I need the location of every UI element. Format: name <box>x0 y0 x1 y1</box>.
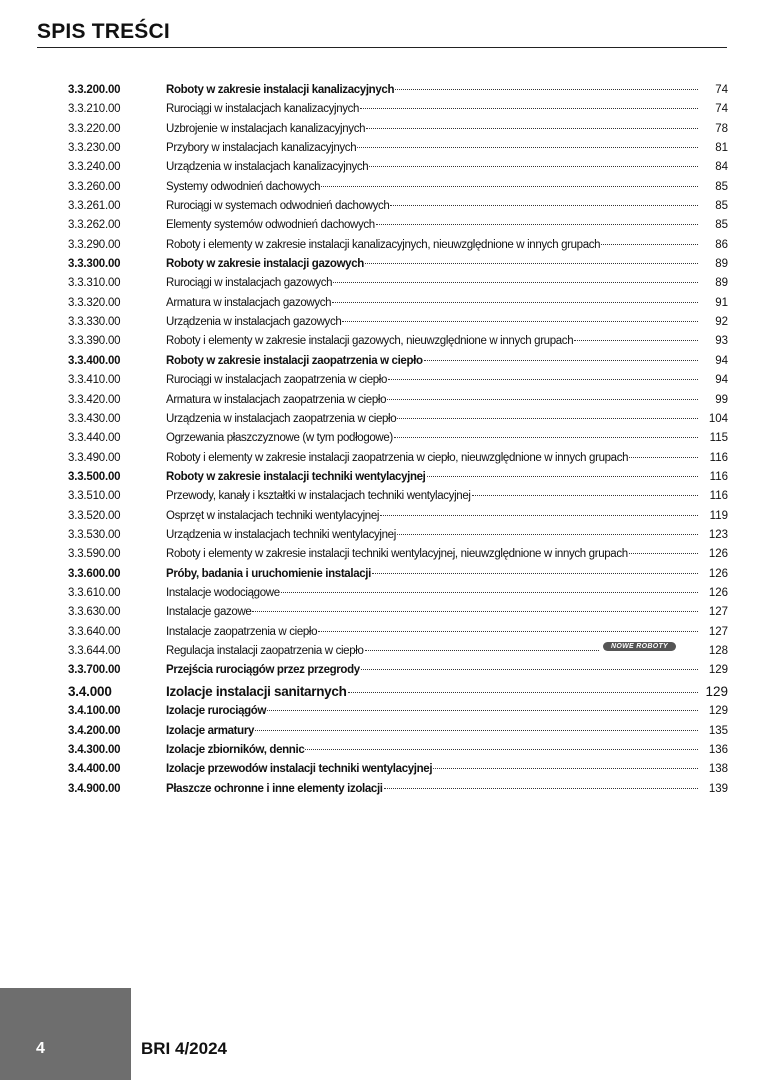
toc-entry-title-wrap <box>166 526 698 545</box>
toc-entry-page: 85 <box>715 180 728 193</box>
toc-entry-number: 3.3.260.00 <box>68 180 121 193</box>
toc-entry-title: Urządzenia w instalacjach zaopatrzenia w ciepło <box>166 412 397 425</box>
toc-entry-title: Izolacje przewodów instalacji techniki wentylacyjnej <box>166 763 433 776</box>
toc-entry-title: Przejścia rurociągów przez przegrody <box>166 664 360 677</box>
toc-leader-dots <box>360 107 698 109</box>
toc-entry-number: 3.3.510.00 <box>68 490 121 503</box>
toc-entry[interactable] <box>68 741 728 760</box>
toc-entry[interactable] <box>68 780 728 799</box>
footer-page-box <box>0 988 131 1080</box>
toc-entry-title: Próby, badania i uruchomienie instalacji <box>166 567 371 580</box>
toc-leader-dots <box>366 127 698 129</box>
toc-leader-dots <box>397 417 698 419</box>
toc-entry-title-wrap <box>166 507 698 526</box>
toc-entry-title-wrap <box>166 352 698 371</box>
toc-entry-title: Systemy odwodnień dachowych <box>166 180 321 193</box>
toc-entry-number: 3.3.400.00 <box>68 354 121 367</box>
toc-entry-title: Roboty w zakresie instalacji techniki wentylacyjnej <box>166 470 426 483</box>
toc-entry-number: 3.3.310.00 <box>68 277 121 290</box>
toc-entry[interactable] <box>68 391 728 410</box>
page-title: SPIS TREŚCI <box>37 20 170 43</box>
toc-entry-page: 84 <box>715 161 728 174</box>
toc-entry-page: 86 <box>715 238 728 251</box>
toc-leader-dots <box>394 436 698 438</box>
toc-entry-page: 99 <box>715 393 728 406</box>
toc-entry[interactable] <box>68 545 728 564</box>
toc-entry-page: 85 <box>715 200 728 213</box>
toc-entry-title-wrap <box>166 391 698 410</box>
toc-entry-page: 115 <box>709 432 728 445</box>
toc-entry[interactable] <box>68 352 728 371</box>
toc-entry-number: 3.3.644.00 <box>68 644 121 657</box>
toc-entry-page: 139 <box>708 782 728 795</box>
toc-entry-title-wrap <box>166 603 698 622</box>
toc-entry[interactable] <box>68 565 728 584</box>
toc-entry[interactable] <box>68 722 728 741</box>
toc-entry-number: 3.3.600.00 <box>68 567 121 580</box>
toc-entry-number: 3.3.530.00 <box>68 528 121 541</box>
toc-leader-dots <box>365 262 698 264</box>
toc-entry-title-wrap <box>166 178 698 197</box>
toc-entry-page: 127 <box>708 606 728 619</box>
toc-entry[interactable] <box>68 681 728 703</box>
toc-entry-page: 129 <box>705 683 728 699</box>
toc-entry-number: 3.3.500.00 <box>68 470 121 483</box>
toc-entry-number: 3.3.410.00 <box>68 374 121 387</box>
toc-entry[interactable] <box>68 642 728 661</box>
toc-entry-title-wrap <box>166 429 698 448</box>
toc-entry[interactable] <box>68 623 728 642</box>
toc-entry[interactable] <box>68 332 728 351</box>
toc-leader-dots <box>384 787 698 789</box>
toc-entry-page: 119 <box>709 509 728 522</box>
toc-leader-dots <box>472 494 698 496</box>
toc-entry-number: 3.3.230.00 <box>68 142 121 155</box>
toc-entry-title: Urządzenia w instalacjach techniki wentylacyjnej <box>166 528 396 541</box>
toc-entry-title: Płaszcze ochronne i inne elementy izolacji <box>166 782 383 795</box>
toc-entry[interactable] <box>68 294 728 313</box>
toc-entry-page: 78 <box>715 122 728 135</box>
toc-entry-title: Regulacja instalacji zaopatrzenia w ciepło <box>166 644 364 657</box>
toc-entry-title: Roboty i elementy w zakresie instalacji gazowych, nieuwzględnione w innych grupach <box>166 335 574 348</box>
page-header <box>37 20 727 48</box>
toc-leader-dots <box>376 223 698 225</box>
toc-entry-title: Armatura w instalacjach zaopatrzenia w ciepło <box>166 393 387 406</box>
toc-entry-page: 89 <box>715 258 728 271</box>
toc-entry-title: Rurociągi w instalacjach kanalizacyjnych <box>166 103 360 116</box>
toc-leader-dots <box>348 691 698 693</box>
toc-entry-title-wrap <box>166 410 698 429</box>
toc-leader-dots <box>281 591 698 593</box>
toc-entry-page: 85 <box>715 219 728 232</box>
toc-entry-number: 3.4.300.00 <box>68 743 121 756</box>
toc-leader-dots <box>380 514 698 516</box>
toc-entry-number: 3.3.420.00 <box>68 393 121 406</box>
toc-entry-title-wrap <box>166 197 698 216</box>
toc-entry[interactable] <box>68 313 728 332</box>
toc-entry-title: Rurociągi w systemach odwodnień dachowych <box>166 200 390 213</box>
footer-page-number: 4 <box>36 1040 45 1057</box>
toc-entry-title-wrap <box>166 661 698 680</box>
toc-entry-title-wrap <box>166 584 698 603</box>
toc-entry-title: Izolacje zbiorników, dennic <box>166 743 305 756</box>
toc-entry-title: Elementy systemów odwodnień dachowych <box>166 219 375 232</box>
toc-entry[interactable] <box>68 429 728 448</box>
toc-entry-title-wrap <box>166 681 698 703</box>
toc-entry[interactable] <box>68 216 728 235</box>
toc-leader-dots <box>305 748 698 750</box>
toc-leader-dots <box>433 767 698 769</box>
toc-entry-title-wrap <box>166 371 698 390</box>
toc-entry-title: Roboty w zakresie instalacji kanalizacyjnych <box>166 84 395 96</box>
toc-entry[interactable] <box>68 255 728 274</box>
toc-leader-dots <box>395 88 698 90</box>
toc-leader-dots <box>342 320 698 322</box>
toc-entry-title-wrap <box>166 565 698 584</box>
toc-entry[interactable] <box>68 487 728 506</box>
toc-entry-number: 3.3.640.00 <box>68 625 121 638</box>
toc-leader-dots <box>574 339 698 341</box>
toc-leader-dots <box>372 572 698 574</box>
toc-entry[interactable] <box>68 760 728 779</box>
toc-entry-title-wrap <box>166 255 698 274</box>
toc-entry-title: Izolacje armatury <box>166 724 255 737</box>
toc-entry[interactable] <box>68 371 728 390</box>
toc-entry-number: 3.4.400.00 <box>68 763 121 776</box>
toc-entry-page: 116 <box>709 490 728 503</box>
toc-entry-page: 94 <box>715 354 728 367</box>
toc-entry-title-wrap <box>166 487 698 506</box>
toc-leader-dots <box>357 146 698 148</box>
toc-entry-number: 3.3.430.00 <box>68 412 121 425</box>
toc-entry[interactable] <box>68 449 728 468</box>
toc-entry-page: 92 <box>715 316 728 329</box>
toc-entry-number: 3.3.590.00 <box>68 548 121 561</box>
toc-entry-title: Armatura w instalacjach gazowych <box>166 296 332 309</box>
toc-entry-page: 129 <box>708 664 728 677</box>
toc-entry-number: 3.3.210.00 <box>68 103 121 116</box>
toc-entry-number: 3.3.300.00 <box>68 258 121 271</box>
toc-entry[interactable] <box>68 81 728 100</box>
toc-leader-dots <box>629 456 698 458</box>
toc-leader-dots <box>333 281 698 283</box>
toc-entry-title-wrap <box>166 139 698 158</box>
toc-entry[interactable] <box>68 100 728 119</box>
toc-entry-title: Przewody, kanały i kształtki w instalacjach techniki wentylacyjnej <box>166 490 471 503</box>
toc-entry-number: 3.4.100.00 <box>68 705 121 718</box>
toc-entry-page: 74 <box>715 84 728 96</box>
toc-entry-page: 126 <box>708 586 728 599</box>
toc-entry-page: 135 <box>708 724 728 737</box>
toc-leader-dots <box>387 398 698 400</box>
toc-entry[interactable] <box>68 139 728 158</box>
toc-entry-title-wrap <box>166 623 698 642</box>
table-of-contents <box>68 81 728 799</box>
footer-issue: BRI 4/2024 <box>141 1039 227 1058</box>
toc-entry-title-wrap <box>166 236 698 255</box>
toc-entry-number: 3.3.440.00 <box>68 432 121 445</box>
toc-entry-page: 126 <box>708 548 728 561</box>
toc-entry-title-wrap <box>166 158 698 177</box>
toc-entry-page: 138 <box>708 763 728 776</box>
toc-leader-dots <box>332 301 698 303</box>
toc-entry-title-wrap <box>166 642 698 661</box>
toc-entry-number: 3.3.240.00 <box>68 161 121 174</box>
toc-entry[interactable] <box>68 274 728 293</box>
toc-entry-page: 128 <box>708 644 728 657</box>
toc-entry[interactable] <box>68 507 728 526</box>
toc-entry-number: 3.4.900.00 <box>68 782 121 795</box>
toc-entry-number: 3.4.200.00 <box>68 724 121 737</box>
toc-entry-number: 3.3.320.00 <box>68 296 121 309</box>
toc-leader-dots <box>321 185 698 187</box>
toc-entry[interactable] <box>68 584 728 603</box>
toc-entry-title: Izolacje rurociągów <box>166 705 267 718</box>
toc-entry-title: Instalacje zaopatrzenia w ciepło <box>166 625 318 638</box>
toc-entry-title-wrap <box>166 81 698 100</box>
toc-entry-title: Ogrzewania płaszczyznowe (w tym podłogowe) <box>166 432 393 445</box>
toc-entry-title-wrap <box>166 780 698 799</box>
toc-entry[interactable] <box>68 178 728 197</box>
toc-leader-dots <box>388 378 698 380</box>
toc-entry-page: 126 <box>708 567 728 580</box>
toc-entry-page: 123 <box>708 528 728 541</box>
toc-entry[interactable] <box>68 120 728 139</box>
toc-leader-dots <box>369 165 698 167</box>
toc-entry-title-wrap <box>166 332 698 351</box>
toc-entry-title: Izolacje instalacji sanitarnych <box>166 683 347 699</box>
toc-entry-page: 94 <box>715 374 728 387</box>
toc-entry-title-wrap <box>166 702 698 721</box>
toc-entry-page: 136 <box>708 743 728 756</box>
toc-entry-number: 3.3.262.00 <box>68 219 121 232</box>
toc-leader-dots <box>318 630 698 632</box>
toc-entry-number: 3.3.700.00 <box>68 664 121 677</box>
toc-entry[interactable] <box>68 603 728 622</box>
toc-entry-title: Rurociągi w instalacjach zaopatrzenia w ciepło <box>166 374 388 387</box>
toc-leader-dots <box>365 649 600 651</box>
toc-entry-title-wrap <box>166 294 698 313</box>
toc-entry[interactable] <box>68 197 728 216</box>
toc-entry-title: Osprzęt w instalacjach techniki wentylacyjnej <box>166 509 380 522</box>
toc-entry[interactable] <box>68 158 728 177</box>
toc-entry-title-wrap <box>166 468 698 487</box>
toc-leader-dots <box>601 243 698 245</box>
toc-entry[interactable] <box>68 410 728 429</box>
toc-entry-page: 129 <box>708 705 728 718</box>
toc-entry-page: 116 <box>709 451 728 464</box>
toc-entry-title-wrap <box>166 741 698 760</box>
toc-entry[interactable] <box>68 468 728 487</box>
toc-entry-title: Urządzenia w instalacjach gazowych <box>166 316 342 329</box>
toc-entry-title-wrap <box>166 216 698 235</box>
toc-entry-number: 3.3.220.00 <box>68 122 121 135</box>
toc-entry-title-wrap <box>166 120 698 139</box>
toc-leader-dots <box>397 533 698 535</box>
toc-entry-title-wrap <box>166 545 698 564</box>
toc-entry-number: 3.4.000 <box>68 683 112 699</box>
toc-entry-title: Roboty i elementy w zakresie instalacji techniki wentylacyjnej, nieuwzględnione w innych grupach <box>166 548 628 561</box>
toc-entry-number: 3.3.630.00 <box>68 606 121 619</box>
toc-leader-dots <box>252 610 698 612</box>
toc-entry-page: 104 <box>708 412 728 425</box>
toc-entry-page: 91 <box>715 296 728 309</box>
toc-entry-title-wrap <box>166 722 698 741</box>
toc-leader-dots <box>390 204 698 206</box>
toc-entry-number: 3.3.390.00 <box>68 335 121 348</box>
toc-entry-title: Instalacje wodociągowe <box>166 586 280 599</box>
toc-entry-page: 116 <box>709 470 728 483</box>
toc-entry-title-wrap <box>166 449 698 468</box>
toc-entry-title-wrap <box>166 760 698 779</box>
toc-entry-page: 127 <box>708 625 728 638</box>
toc-entry-number: 3.3.490.00 <box>68 451 121 464</box>
toc-entry-title-wrap <box>166 100 698 119</box>
toc-entry-title-wrap <box>166 313 698 332</box>
toc-leader-dots <box>255 729 698 731</box>
toc-entry-title: Uzbrojenie w instalacjach kanalizacyjnych <box>166 122 366 135</box>
toc-entry[interactable] <box>68 661 728 680</box>
toc-entry-title: Urządzenia w instalacjach kanalizacyjnych <box>166 161 369 174</box>
toc-entry[interactable] <box>68 236 728 255</box>
toc-leader-dots <box>427 475 698 477</box>
toc-leader-dots <box>361 668 698 670</box>
toc-leader-dots <box>267 709 698 711</box>
toc-entry-page: 81 <box>715 142 728 155</box>
toc-leader-dots <box>629 552 698 554</box>
toc-entry-title: Roboty w zakresie instalacji gazowych <box>166 258 364 271</box>
toc-entry-number: 3.3.261.00 <box>68 200 121 213</box>
toc-entry-number: 3.3.290.00 <box>68 238 121 251</box>
toc-entry-title: Rurociągi w instalacjach gazowych <box>166 277 333 290</box>
toc-entry-title: Roboty i elementy w zakresie instalacji zaopatrzenia w ciepło, nieuwzględnione w innych grupach <box>166 451 629 464</box>
toc-entry-title: Roboty w zakresie instalacji zaopatrzenia w ciepło <box>166 354 423 367</box>
toc-entry-number: 3.3.200.00 <box>68 84 121 96</box>
toc-entry-title: Przybory w instalacjach kanalizacyjnych <box>166 142 357 155</box>
toc-entry-page: 89 <box>715 277 728 290</box>
toc-entry-number: 3.3.330.00 <box>68 316 121 329</box>
toc-entry-title-wrap <box>166 274 698 293</box>
toc-entry-number: 3.3.610.00 <box>68 586 121 599</box>
toc-entry[interactable] <box>68 526 728 545</box>
toc-entry-title: Roboty i elementy w zakresie instalacji kanalizacyjnych, nieuwzględnione w innych grupach <box>166 238 601 251</box>
toc-entry-title: Instalacje gazowe <box>166 606 252 619</box>
toc-leader-dots <box>424 359 698 361</box>
toc-entry-page: 93 <box>715 335 728 348</box>
toc-entry[interactable] <box>68 702 728 721</box>
toc-entry-number: 3.3.520.00 <box>68 509 121 522</box>
toc-entry-page: 74 <box>715 103 728 116</box>
new-works-badge: NOWE ROBOTY <box>603 642 676 651</box>
